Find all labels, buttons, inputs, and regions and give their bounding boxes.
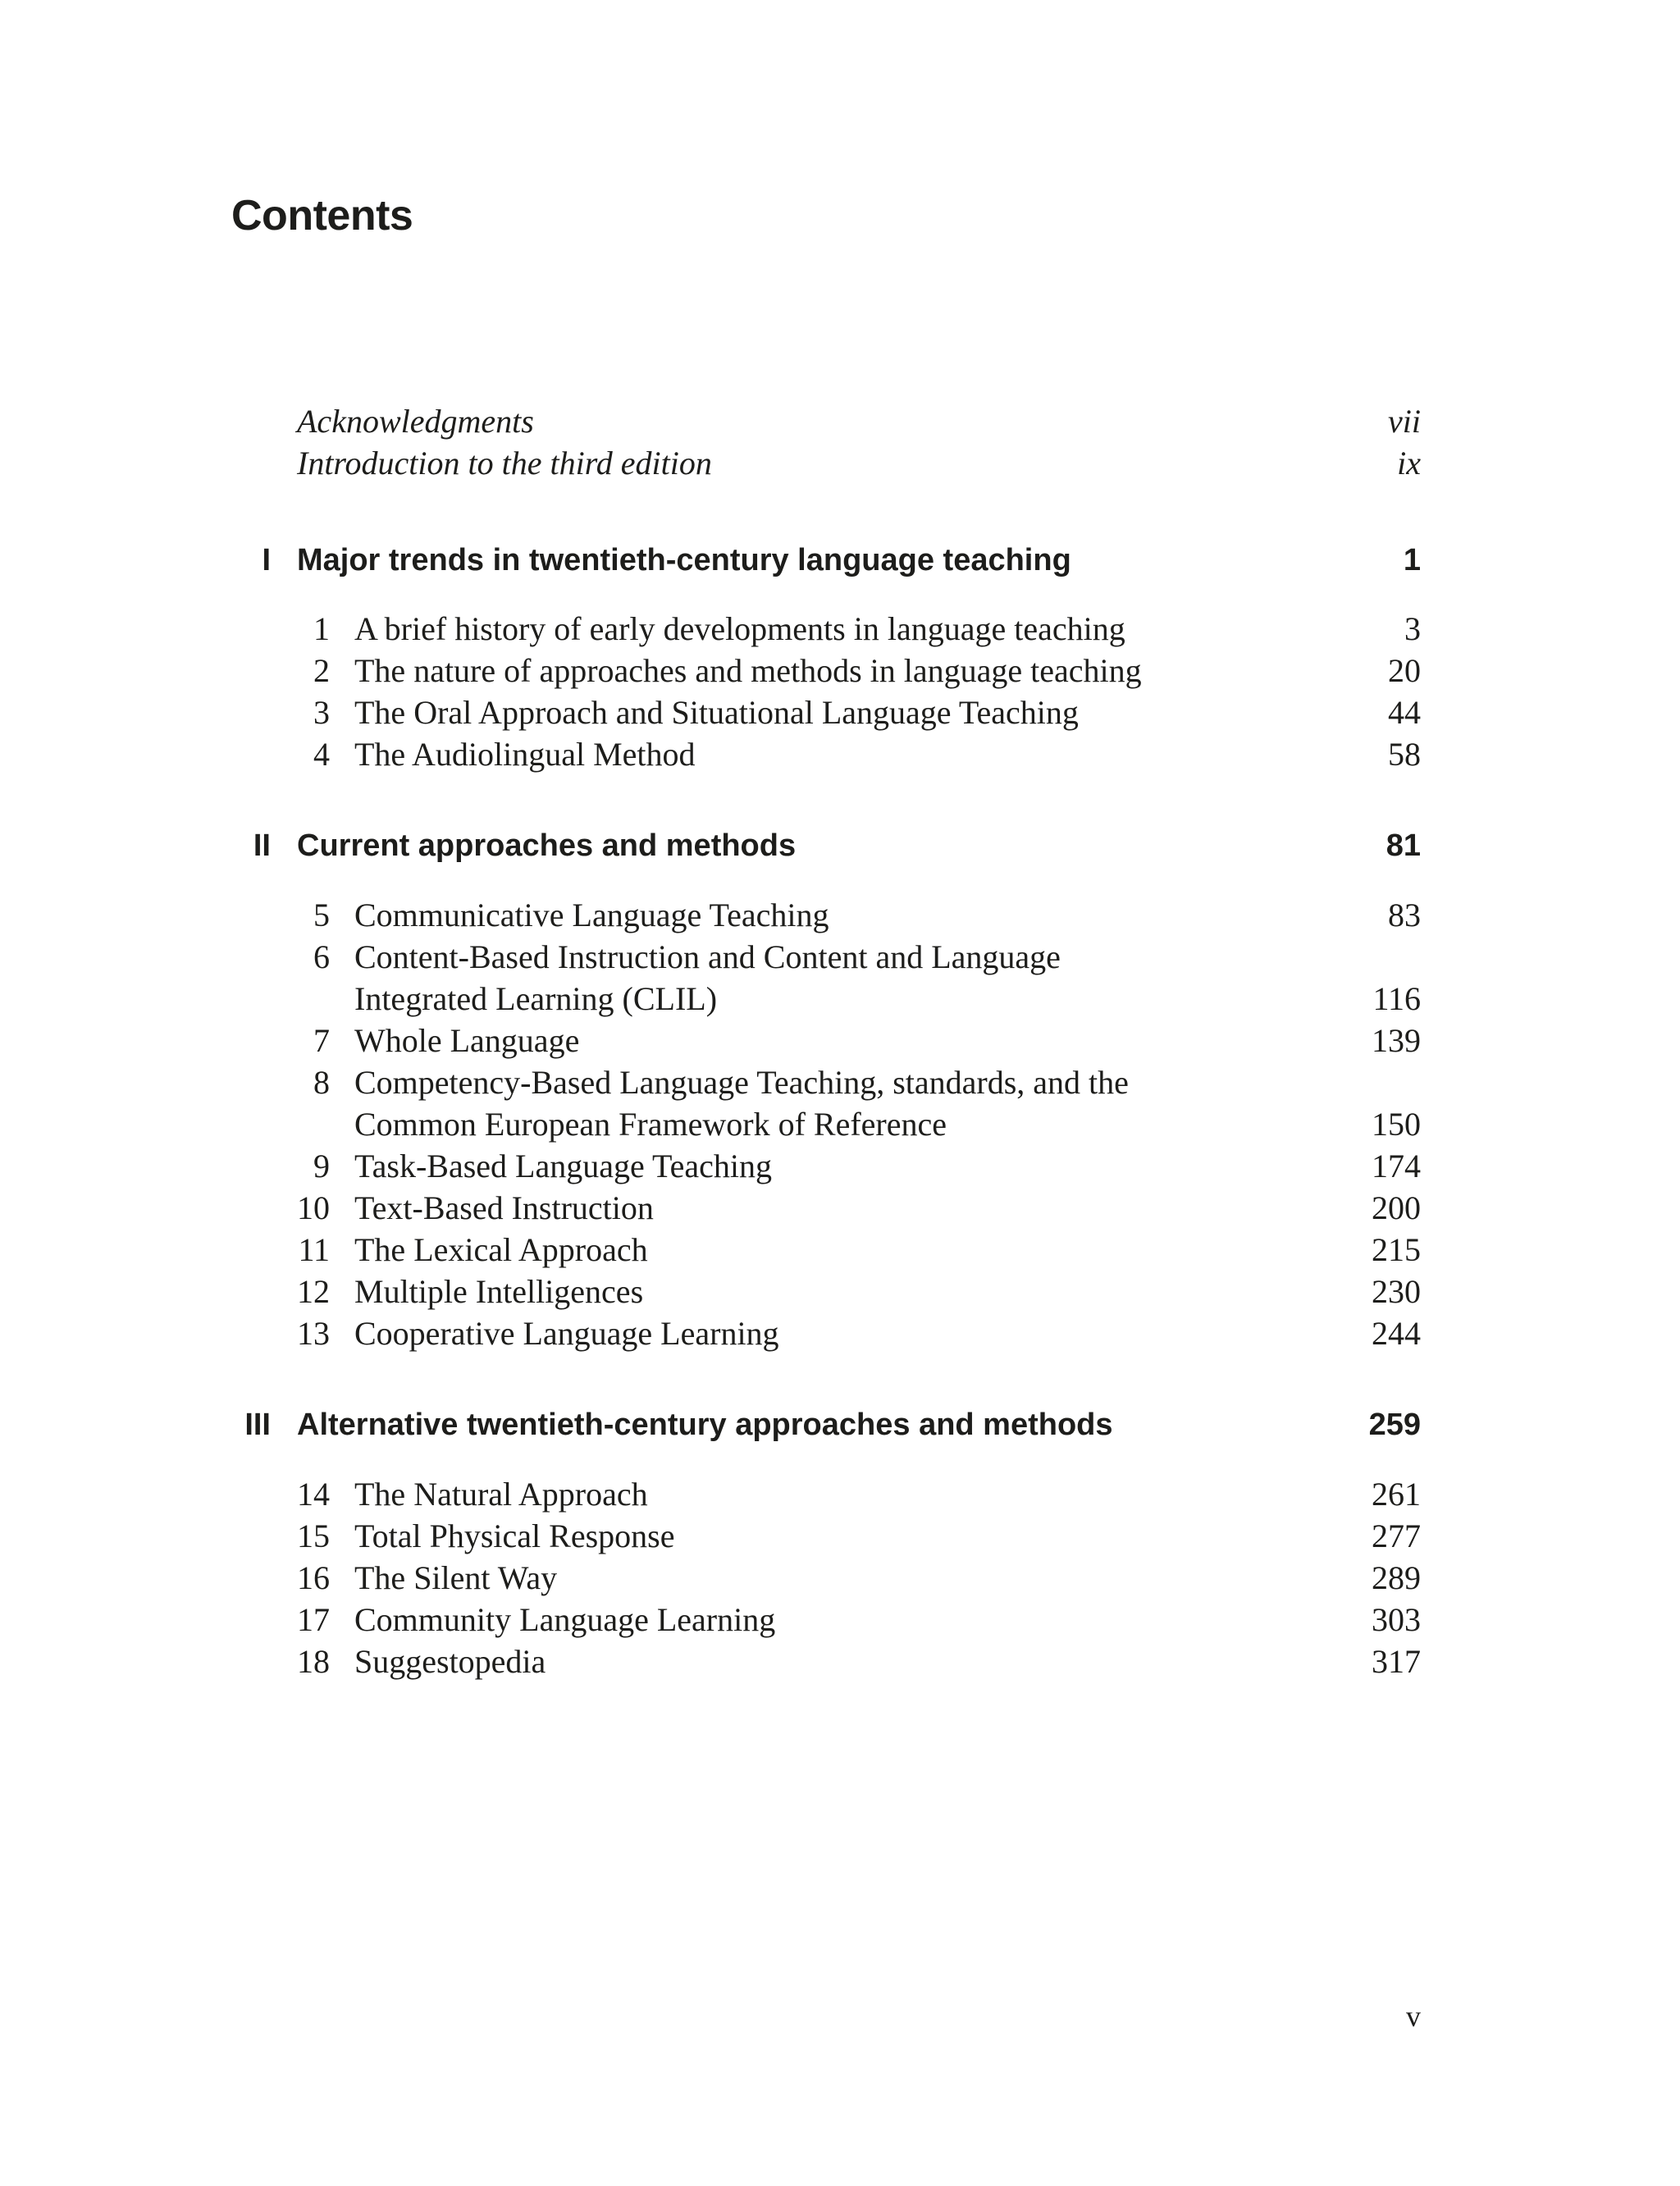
toc-part-1[interactable] [231,537,1421,583]
chapter-title: Cooperative Language Learning [354,1315,779,1352]
toc-entry-introduction[interactable] [231,442,1421,485]
chapter-page: 150 [1372,1106,1421,1143]
toc-chapter[interactable] [231,1229,1421,1271]
chapter-number: 15 [297,1517,330,1554]
part-page: 81 [1386,828,1421,863]
toc-chapter[interactable] [231,650,1421,692]
part-title: Current approaches and methods [297,828,797,863]
chapter-page: 58 [1388,736,1421,773]
chapter-title-continued: Integrated Learning (CLIL) [354,980,718,1017]
toc-chapter[interactable] [231,1473,1421,1516]
toc-chapter[interactable] [231,733,1421,776]
chapter-title: The Natural Approach [354,1476,648,1513]
chapter-page: 116 [1372,980,1421,1017]
chapter-page: 277 [1372,1517,1421,1554]
part-title: Alternative twentieth-century approaches and methods [297,1408,1113,1442]
chapter-number: 13 [297,1315,330,1352]
toc-chapter[interactable] [231,608,1421,650]
entry-title: Acknowledgments [297,403,534,440]
chapter-title-continued: Common European Framework of Reference [354,1106,947,1143]
chapter-page: 139 [1372,1022,1421,1059]
chapter-title: The Audiolingual Method [354,736,696,773]
chapter-number: 16 [297,1559,330,1596]
chapter-number: 7 [313,1022,330,1059]
toc-entry-acknowledgments[interactable] [231,400,1421,443]
part-numeral: III [244,1408,271,1442]
chapter-title: The Silent Way [354,1559,558,1596]
chapter-title: Text-Based Instruction [354,1189,654,1226]
toc-chapter[interactable] [231,1599,1421,1641]
chapter-title: Competency-Based Language Teaching, standards, and the [354,1064,1129,1101]
toc-chapter-continuation[interactable] [231,978,1421,1020]
entry-page: vii [1388,403,1421,440]
toc-chapter[interactable] [231,1145,1421,1188]
chapter-title: Suggestopedia [354,1643,546,1680]
chapter-title: Communicative Language Teaching [354,897,829,933]
chapter-number: 2 [313,652,330,689]
chapter-number: 9 [313,1148,330,1184]
chapter-number: 10 [297,1189,330,1226]
entry-page: ix [1397,445,1421,481]
toc-chapter[interactable] [231,936,1421,979]
chapter-page: 244 [1372,1315,1421,1352]
chapter-number: 1 [313,610,330,647]
entry-title: Introduction to the third edition [297,445,712,481]
chapter-number: 18 [297,1643,330,1680]
chapter-number: 4 [313,736,330,773]
toc-part-3[interactable] [231,1402,1421,1448]
chapter-title: The Lexical Approach [354,1231,648,1268]
chapter-page: 83 [1388,897,1421,933]
page-title: Contents [231,192,413,240]
toc-chapter[interactable] [231,1515,1421,1558]
toc-chapter[interactable] [231,1557,1421,1600]
chapter-page: 44 [1388,694,1421,731]
toc-chapter[interactable] [231,1271,1421,1313]
toc-chapter[interactable] [231,1641,1421,1683]
chapter-title: Total Physical Response [354,1517,675,1554]
toc-part-2[interactable] [231,823,1421,869]
chapter-number: 5 [313,897,330,933]
chapter-title: The nature of approaches and methods in language teaching [354,652,1142,689]
chapter-page: 174 [1372,1148,1421,1184]
toc-chapter[interactable] [231,1312,1421,1355]
table-of-contents [231,0,1421,2186]
chapter-number: 8 [313,1064,330,1101]
chapter-page: 289 [1372,1559,1421,1596]
chapter-page: 261 [1372,1476,1421,1513]
chapter-title: Whole Language [354,1022,580,1059]
part-numeral: II [253,828,271,863]
chapter-page: 215 [1372,1231,1421,1268]
chapter-title: Community Language Learning [354,1601,776,1638]
chapter-number: 14 [297,1476,330,1513]
part-page: 259 [1368,1408,1421,1442]
chapter-page: 20 [1388,652,1421,689]
chapter-number: 17 [297,1601,330,1638]
chapter-number: 11 [298,1231,330,1268]
chapter-page: 3 [1404,610,1421,647]
chapter-number: 12 [297,1273,330,1310]
chapter-page: 200 [1372,1189,1421,1226]
toc-chapter[interactable] [231,691,1421,734]
chapter-page: 303 [1372,1601,1421,1638]
chapter-title: Task-Based Language Teaching [354,1148,773,1184]
chapter-title: A brief history of early developments in language teaching [354,610,1125,647]
chapter-title: Multiple Intelligences [354,1273,644,1310]
part-page: 1 [1403,543,1421,577]
part-numeral: I [262,543,271,577]
chapter-page: 317 [1372,1643,1421,1680]
toc-chapter[interactable] [231,1061,1421,1104]
toc-chapter[interactable] [231,1020,1421,1062]
chapter-title: The Oral Approach and Situational Language Teaching [354,694,1079,731]
page-number: v [1406,2000,1421,2033]
toc-chapter[interactable] [231,894,1421,937]
chapter-number: 6 [313,938,330,975]
chapter-title: Content-Based Instruction and Content and Language [354,938,1061,975]
part-title: Major trends in twentieth-century language teaching [297,543,1071,577]
toc-chapter[interactable] [231,1187,1421,1230]
chapter-number: 3 [313,694,330,731]
chapter-page: 230 [1372,1273,1421,1310]
toc-chapter-continuation[interactable] [231,1103,1421,1146]
